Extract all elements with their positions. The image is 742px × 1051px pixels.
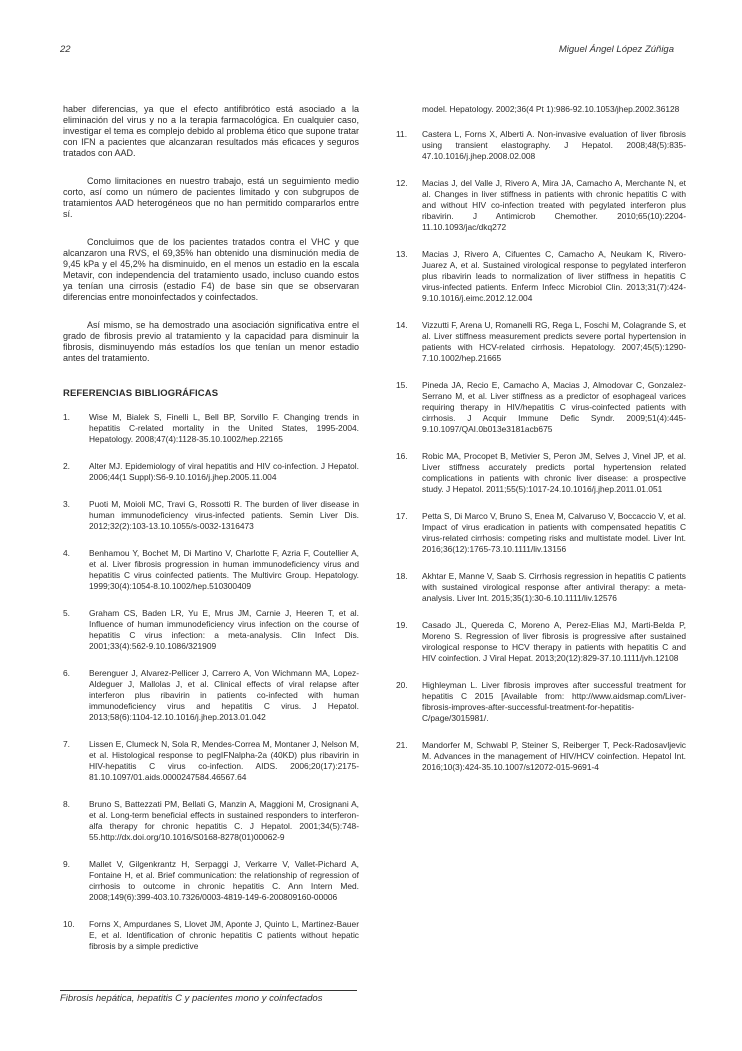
reference-text: Alter MJ. Epidemiology of viral hepatitis and HIV co-infection. J Hepatol. 2006;44(1 Suppl):S6-9.10.1016/j.jhep.2005.11.004	[89, 461, 359, 482]
reference-text: Wise M, Bialek S, Finelli L, Bell BP, Sorvillo F. Changing trends in hepatitis C-related mortality in the United States, 1995-2004. Hepatology. 2008;47(4):1128-35.10.1002/hep.22165	[89, 412, 359, 444]
reference-item	[63, 548, 359, 592]
reference-number: 6.	[63, 668, 70, 678]
reference-number: 15.	[396, 380, 408, 390]
page-number: 22	[60, 44, 71, 55]
reference-text: Forns X, Ampurdanes S, Llovet JM, Aponte J, Quinto L, Martinez-Bauer E, et al. Identification of chronic hepatitis C patients without hepatic fibrosis by a simple predictive	[89, 919, 359, 951]
reference-item	[63, 668, 359, 723]
reference-text: Macias J, del Valle J, Rivero A, Mira JA, Camacho A, Merchante N, et al. Changes in liver stiffness in patients with chronic hepatitis C with and without HIV co-infection treated with pegylated interferon plus ribavirin. J Antimicrob Chemother. 2010;65(10):2204-11.10.1093/jac/dkq272	[422, 178, 686, 232]
reference-number: 14.	[396, 320, 408, 330]
reference-number: 10.	[63, 919, 75, 929]
reference-item	[63, 859, 359, 903]
reference-number: 20.	[396, 680, 408, 690]
body-paragraph: haber diferencias, ya que el efecto antifibrótico está asociado a la eliminación del virus y no a la terapia farmacológica. En cualquier caso, investigar el tema es complejo debido al problema ético que supone tratar con IFN a pacientes que alcanzaran resultados más eficaces y seguros tratados con AAD.	[63, 104, 359, 158]
references-heading: REFERENCIAS BIBLIOGRÁFICAS	[63, 388, 219, 399]
reference-number: 9.	[63, 859, 70, 869]
reference-number: 21.	[396, 740, 408, 750]
reference-number: 18.	[396, 571, 408, 581]
reference-number: 12.	[396, 178, 408, 188]
reference-number: 1.	[63, 412, 70, 422]
reference-text: Mandorfer M, Schwabl P, Steiner S, Reiberger T, Peck-Radosavljevic M. Advances in the management of HIV/HCV coinfection. Hepatol Int. 2016;10(3):424-35.10.1007/s12072-015-9691-4	[422, 740, 686, 772]
reference-item	[63, 461, 359, 483]
reference-item	[396, 680, 686, 724]
reference-item	[396, 571, 686, 604]
reference-item	[396, 380, 686, 435]
reference-number: 2.	[63, 461, 70, 471]
reference-text: Castera L, Forns X, Alberti A. Non-invasive evaluation of liver fibrosis using transient elastography. J Hepatol. 2008;48(5):835-47.10.1016/j.jhep.2008.02.008	[422, 129, 686, 161]
reference-item	[396, 740, 686, 773]
reference-text: Graham CS, Baden LR, Yu E, Mrus JM, Carnie J, Heeren T, et al. Influence of human immunodeficiency virus infection on the course of hepatitis C virus infection: a meta-analysis. Clin Infect Dis. 2001;33(4):562-9.10.1086/321909	[89, 608, 359, 651]
right-column	[396, 104, 686, 789]
reference-text: Bruno S, Battezzati PM, Bellati G, Manzin A, Maggioni M, Crosignani A, et al. Long-term beneficial effects in sustained responders to interferon-alfa therapy for chronic hepatitis C. J Hepatol. 2001;34(5):748-55.http://dx.doi.org/10.1016/S0168-8278(01)00062-9	[89, 799, 359, 842]
reference-item	[396, 249, 686, 304]
reference-number: 7.	[63, 739, 70, 749]
reference-text: Mallet V, Gilgenkrantz H, Serpaggi J, Verkarre V, Vallet-Pichard A, Fontaine H, et al. Brief communication: the relationship of regression of cirrhosis to outcome in chronic hepatitis C. Ann Intern Med. 2008;149(6):399-403.10.7326/0003-4819-149-6-200809160-00006	[89, 859, 359, 902]
reference-text: Macias J, Rivero A, Cifuentes C, Camacho A, Neukam K, Rivero-Juarez A, et al. Sustained virological response to pegylated interferon plus ribavirin leads to normalization of liver stiffness in hepatitis C virus-infected patients. Enferm Infecc Microbiol Clin. 2013;31(7):424-9.10.1016/j.eimc.2012.12.004	[422, 249, 686, 303]
body-paragraph: Concluimos que de los pacientes tratados contra el VHC y que alcanzaron una RVS, el 69,35% han obtenido una disminución media de 9,45 kPa y el 45,2% ha disminuido, en el menos un estadio en la escala Metavir, con independencia del tratamiento usado, incluso cuando estos ya tenían una cirrosis (estadio F4) de base sin que se observaran diferencias entre monoinfectados y coinfectados.	[63, 237, 359, 302]
reference-number: 19.	[396, 620, 408, 630]
reference-text: Vizzutti F, Arena U, Romanelli RG, Rega L, Foschi M, Colagrande S, et al. Liver stiffness measurement predicts severe portal hypertension in patients with HCV-related cirrhosis. Hepatology. 2007;45(5):1290-7.10.1002/hep.21665	[422, 320, 686, 363]
reference-item	[63, 499, 359, 532]
reference-text: Pineda JA, Recio E, Camacho A, Macias J, Almodovar C, Gonzalez-Serrano M, et al. Liver stiffness as a predictor of esophageal varices requiring therapy in HIV/hepatitis C virus-coinfected patients with cirrhosis. J Acquir Immune Defic Syndr. 2009;51(4):445-9.10.1097/QAI.0b013e3181acb675	[422, 380, 686, 434]
reference-text: Berenguer J, Alvarez-Pellicer J, Carrero A, Von Wichmann MA, Lopez-Aldeguer J, Mallolas J, et al. Clinical effects of viral relapse after interferon plus ribavirin in patients co-infected with human immunodeficiency virus and hepatitis C virus. J Hepatol. 2013;58(6):1104-12.10.1016/j.jhep.2013.01.042	[89, 668, 359, 722]
reference-number: 4.	[63, 548, 70, 558]
reference-number: 3.	[63, 499, 70, 509]
reference-text: Lissen E, Clumeck N, Sola R, Mendes-Correa M, Montaner J, Nelson M, et al. Histological response to pegIFNalpha-2a (40KD) plus ribavirin in HIV-hepatitis C virus co-infection. AIDS. 2006;20(17):2175-81.10.1097/01.aids.0000247584.46567.64	[89, 739, 359, 782]
body-paragraph: Así mismo, se ha demostrado una asociación significativa entre el grado de fibrosis previo al tratamiento y la capacidad para disminuir la fibrosis, disminuyendo más estadíos los que tenían un menor estadio antes del tratamiento.	[63, 320, 359, 363]
reference-item	[396, 451, 686, 495]
reference-item	[63, 919, 359, 952]
reference-item	[396, 511, 686, 555]
reference-text: Casado JL, Quereda C, Moreno A, Perez-Elias MJ, Marti-Belda P, Moreno S. Regression of liver fibrosis is progressive after sustained virological response to HCV therapy in patients with hepatitis C and HIV coinfection. J Viral Hepat. 2013;20(12):829-37.10.1111/jvh.12108	[422, 620, 686, 663]
reference-number: 17.	[396, 511, 408, 521]
reference-item	[63, 799, 359, 843]
footer-running-title: Fibrosis hepática, hepatitis C y pacientes mono y coinfectados	[60, 993, 323, 1004]
reference-item	[396, 320, 686, 364]
reference-number: 11.	[396, 129, 408, 139]
reference-number: 8.	[63, 799, 70, 809]
reference-text: Puoti M, Moioli MC, Travi G, Rossotti R. The burden of liver disease in human immunodeficiency virus-infected patients. Semin Liver Dis. 2012;32(2):103-13.10.1055/s-0032-1316473	[89, 499, 359, 531]
reference-item	[396, 620, 686, 664]
reference-text: Petta S, Di Marco V, Bruno S, Enea M, Calvaruso V, Boccaccio V, et al. Impact of virus eradication in patients with compensated hepatitis C virus-related cirrhosis: competing risks and multistate model. Liver Int. 2016;36(12):1765-73.10.1111/liv.13156	[422, 511, 686, 554]
reference-item	[63, 412, 359, 445]
body-paragraph: Como limitaciones en nuestro trabajo, está un seguimiento medio corto, así como un número de pacientes limitado y con subgrupos de tratamientos AAD heterogéneos que no han permitido compararlos entre sí.	[63, 176, 359, 219]
reference-continuation	[396, 104, 686, 115]
reference-text: model. Hepatology. 2002;36(4 Pt 1):986-92.10.1053/jhep.2002.36128	[422, 104, 680, 114]
reference-item	[396, 178, 686, 233]
reference-item	[63, 739, 359, 783]
footer-divider	[60, 990, 357, 991]
left-column	[63, 104, 359, 968]
running-author: Miguel Ángel López Zúñiga	[558, 44, 674, 55]
reference-number: 5.	[63, 608, 70, 618]
reference-item	[63, 608, 359, 652]
reference-number: 16.	[396, 451, 408, 461]
reference-text: Highleyman L. Liver fibrosis improves after successful treatment for hepatitis C 2015 [Available from: http://www.aidsmap.com/Liver-fibrosis-improves-after-successful-treatment-for-hepatitis-C/page/3015981/.	[422, 680, 686, 723]
reference-item	[396, 129, 686, 162]
reference-text: Akhtar E, Manne V, Saab S. Cirrhosis regression in hepatitis C patients with sustained virological response after antiviral therapy: a meta-analysis. Liver Int. 2015;35(1):30-6.10.1111/liv.12576	[422, 571, 686, 603]
reference-text: Benhamou Y, Bochet M, Di Martino V, Charlotte F, Azria F, Coutellier A, et al. Liver fibrosis progression in human immunodeficiency virus and hepatitis C virus coinfected patients. The Multivirc Group. Hepatology. 1999;30(4):1054-8.10.1002/hep.510300409	[89, 548, 359, 591]
reference-number: 13.	[396, 249, 408, 259]
reference-text: Robic MA, Procopet B, Metivier S, Peron JM, Selves J, Vinel JP, et al. Liver stiffness accurately predicts portal hypertension related complications in patients with chronic liver disease: a prospective study. J Hepatol. 2011;55(5):1017-24.10.1016/j.jhep.2011.01.051	[422, 451, 686, 494]
